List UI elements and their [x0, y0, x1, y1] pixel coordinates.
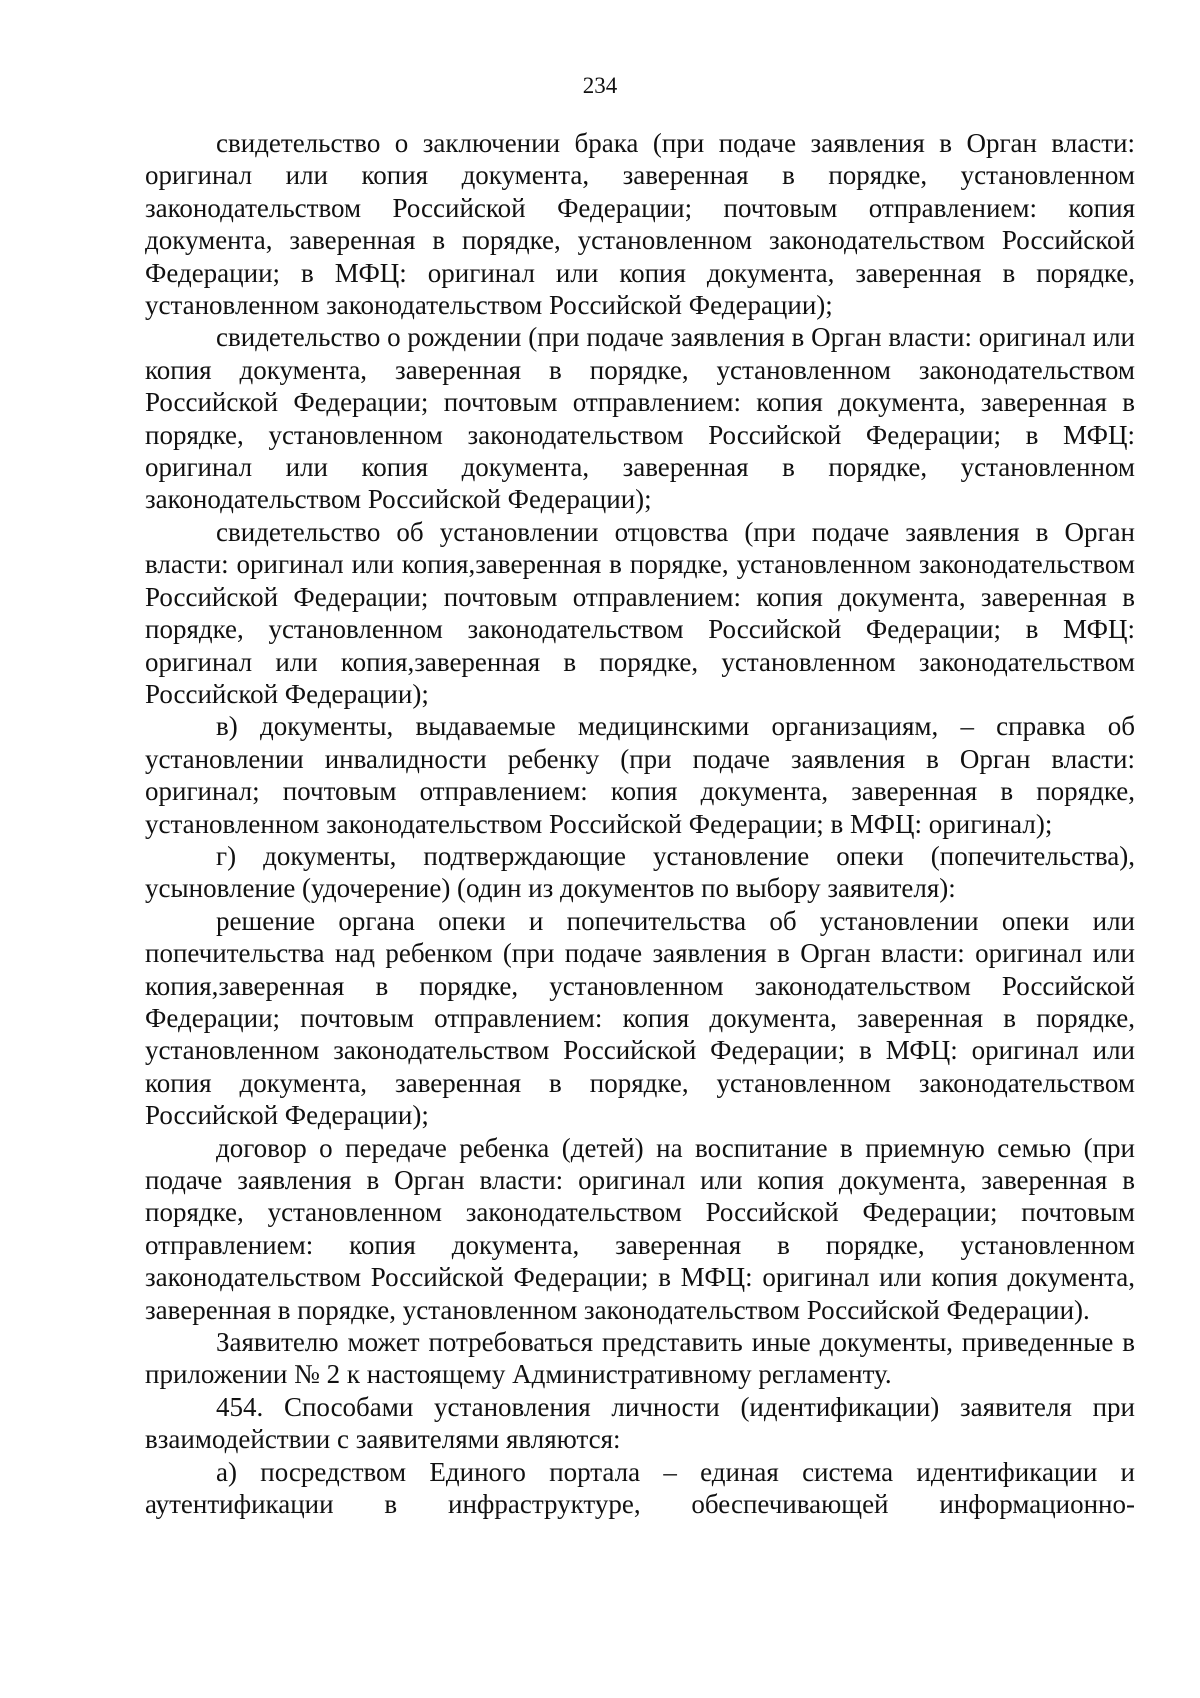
document-body	[145, 127, 1135, 1520]
paragraph-item-a-unified-portal: а) посредством Единого портала – единая система идентификации и аутентификации в инфраструктуре, обеспечивающей информационно-	[145, 1456, 1135, 1520]
paragraph-foster-family-contract: договор о передаче ребенка (детей) на воспитание в приемную семью (при подаче заявления в Орган власти: оригинал или копия документа, заверенная в порядке, установленном законодательством Российской Федерации; почтовым отправлением: копия документа, заверенная в порядке, установленном законодательством Российской Федерации; в МФЦ: оригинал или копия документа, заверенная в порядке, установленном законодательством Российской Федерации).	[145, 1132, 1135, 1325]
paragraph-item-v-medical-documents: в) документы, выдаваемые медицинскими организациям, – справка об установлении инвалидности ребенку (при подаче заявления в Орган власти: оригинал; почтовым отправлением: копия документа, заверенная в порядке, установленном законодательством Российской Федерации; в МФЦ: оригинал);	[145, 711, 1135, 839]
paragraph-guardianship-decision: решение органа опеки и попечительства об установлении опеки или попечительства над ребенком (при подаче заявления в Орган власти: оригинал или копия,заверенная в порядке, установленном законодательством Российской Федерации; почтовым отправлением: копия документа, заверенная в порядке, установленном законодательством Российской Федерации; в МФЦ: оригинал или копия документа, заверенная в порядке, установленном законодательством Российской Федерации);	[145, 905, 1135, 1131]
paragraph-section-454: 454. Способами установления личности (идентификации) заявителя при взаимодействии с заявителями являются:	[145, 1391, 1135, 1455]
paragraph-other-documents: Заявителю может потребоваться представить иные документы, приведенные в приложении № 2 к настоящему Административному регламенту.	[145, 1327, 1135, 1390]
page-number: 234	[582, 73, 618, 98]
paragraph-paternity-certificate: свидетельство об установлении отцовства (при подаче заявления в Орган власти: оригинал или копия,заверенная в порядке, установленном законодательством Российской Федерации; почтовым отправлением: копия документа, заверенная в порядке, установленном законодательством Российской Федерации; в МФЦ: оригинал или копия,заверенная в порядке, установленном законодательством Российской Федерации);	[145, 516, 1135, 709]
paragraph-item-g-guardianship-documents: г) документы, подтверждающие установление опеки (попечительства), усыновление (удочерение) (один из документов по выбору заявителя):	[145, 840, 1135, 904]
paragraph-birth-certificate: свидетельство о рождении (при подаче заявления в Орган власти: оригинал или копия документа, заверенная в порядке, установленном законодательством Российской Федерации; почтовым отправлением: копия документа, заверенная в порядке, установленном законодательством Российской Федерации; в МФЦ: оригинал или копия документа, заверенная в порядке, установленном законодательством Российской Федерации);	[145, 322, 1135, 515]
paragraph-marriage-certificate: свидетельство о заключении брака (при подаче заявления в Орган власти: оригинал или копия документа, заверенная в порядке, установленном законодательством Российской Федерации; почтовым отправлением: копия документа, заверенная в порядке, установленном законодательством Российской Федерации; в МФЦ: оригинал или копия документа, заверенная в порядке, установленном законодательством Российской Федерации);	[145, 128, 1135, 321]
